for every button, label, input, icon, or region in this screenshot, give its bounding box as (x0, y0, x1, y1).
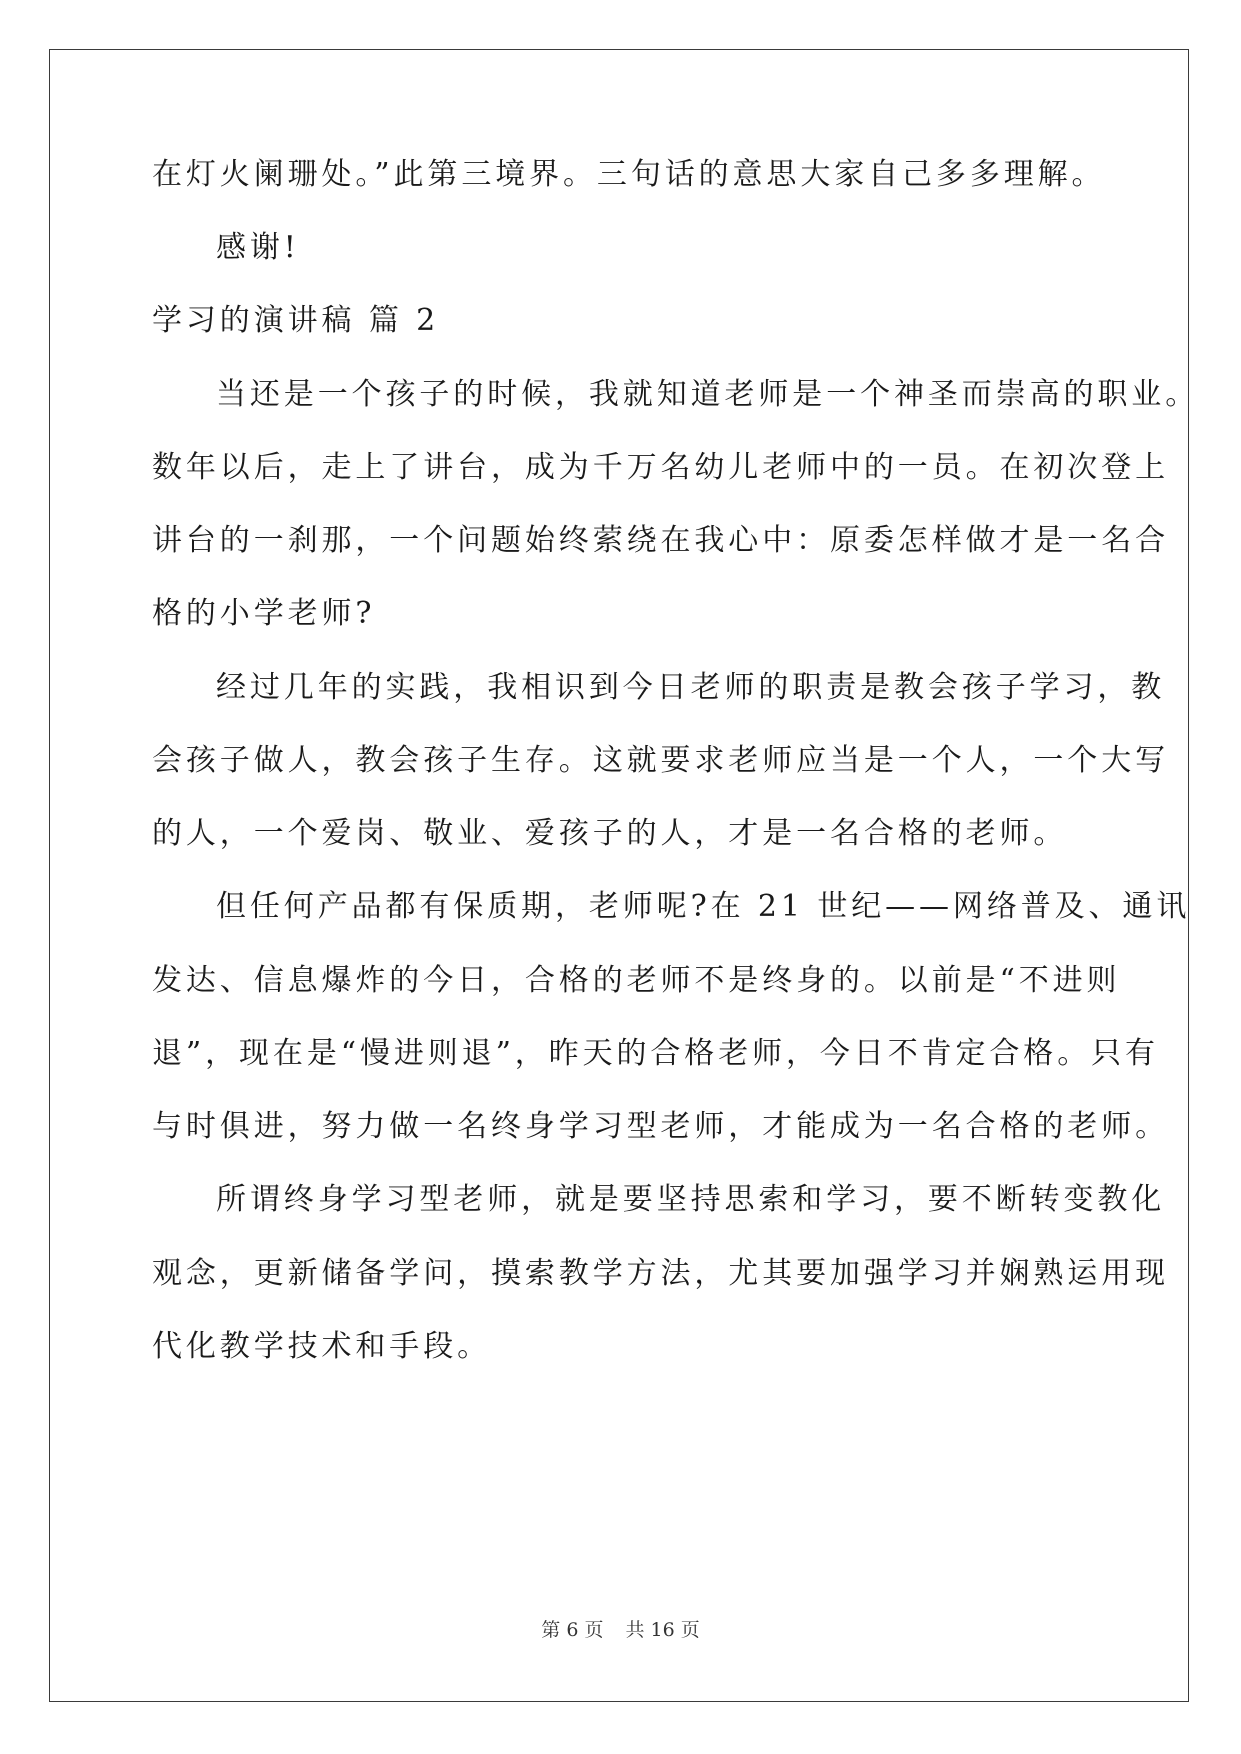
paragraph-line: 退”，现在是“慢进则退”，昨天的合格老师，今日不肯定合格。只有 (152, 1036, 1159, 1071)
section-heading: 学习的演讲稿 篇 2 (152, 303, 440, 338)
total-page-count: 共 16 页 (625, 1619, 700, 1641)
paragraph-line: 观念，更新储备学问，摸索教学方法，尤其要加强学习并娴熟运用现 (152, 1256, 1169, 1291)
paragraph-line: 在灯火阑珊处。”此第三境界。三句话的意思大家自己多多理解。 (152, 157, 1106, 192)
paragraph-line: 的人，一个爱岗、敬业、爱孩子的人，才是一名合格的老师。 (152, 816, 1068, 851)
paragraph-line: 会孩子做人，教会孩子生存。这就要求老师应当是一个人，一个大写 (152, 743, 1169, 778)
current-page-number: 第 6 页 (541, 1619, 604, 1641)
paragraph-line: 格的小学老师? (152, 596, 376, 631)
paragraph-line: 代化教学技术和手段。 (152, 1329, 491, 1364)
paragraph-line: 经过几年的实践，我相识到今日老师的职责是教会孩子学习，教 (216, 670, 1166, 705)
paragraph-line: 数年以后，走上了讲台，成为千万名幼儿老师中的一员。在初次登上 (152, 450, 1169, 485)
paragraph-line: 发达、信息爆炸的今日，合格的老师不是终身的。以前是“不进则 (152, 963, 1121, 998)
paragraph-line: 但任何产品都有保质期，老师呢?在 21 世纪——网络普及、通讯 (216, 889, 1191, 924)
page-footer (0, 1615, 1241, 1642)
paragraph-line: 讲台的一刹那，一个问题始终萦绕在我心中：原委怎样做才是一名合 (152, 523, 1169, 558)
paragraph-line: 当还是一个孩子的时候，我就知道老师是一个神圣而崇高的职业。 (216, 377, 1200, 412)
thanks-line: 感谢! (216, 230, 300, 265)
paragraph-line: 所谓终身学习型老师，就是要坚持思索和学习，要不断转变教化 (216, 1182, 1166, 1217)
page-border (49, 49, 1189, 1702)
paragraph-line: 与时俱进，努力做一名终身学习型老师，才能成为一名合格的老师。 (152, 1109, 1169, 1144)
